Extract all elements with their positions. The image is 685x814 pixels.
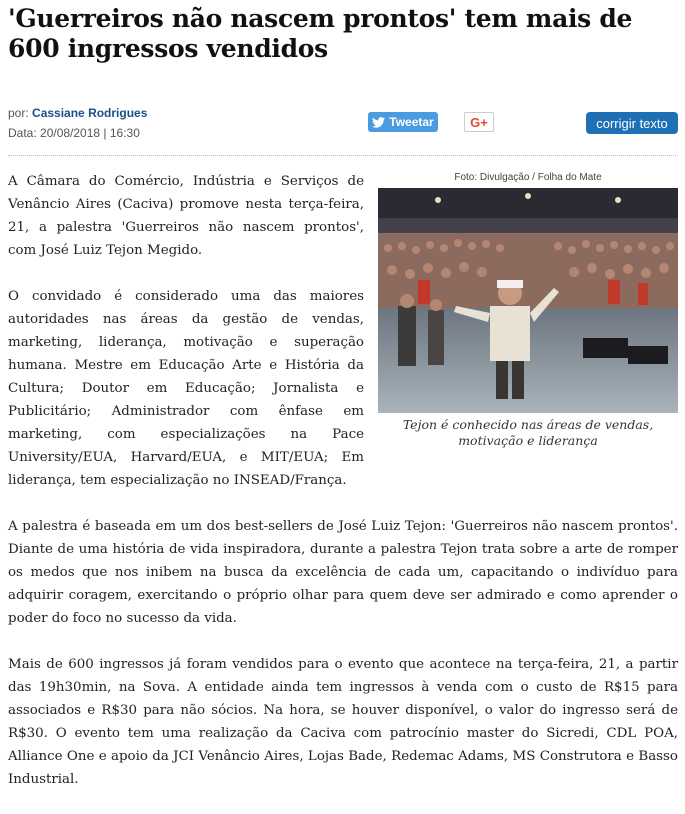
author-link[interactable]: Cassiane Rodrigues [32, 106, 148, 120]
tweet-button[interactable] [368, 112, 438, 132]
paragraph: O convidado é considerado uma das maiores autoridades nas áreas da gestão de vendas, marketing, liderança, motivação e superação humana. Mestre em Educação Arte e História da Cultura; Doutor em Educação; Jornalista e Publicitário; Administrador com ênfase em marketing, com especializações na Pace University/EUA, Harvard/EUA, e MIT/EUA; Em liderança, tem especialização no INSEAD/França. [8, 289, 364, 488]
byline [8, 103, 147, 123]
paragraph: Mais de 600 ingressos já foram vendidos para o evento que acontece na terça-feira, 21, a partir das 19h30min, na Sova. A entidade ainda tem ingressos à venda com o custo de R$15 para associados e R$30 para não sócios. Na hora, se houver disponível, o valor do ingresso será de R$30. O evento tem uma realização da Caciva com patrocínio master do Sicredi, CDL POA, Alliance One e apoio da JCI Venâncio Aires, Lojas Bade, Redemac Adams, MS Construtora e Basso Industrial. [8, 657, 678, 787]
article-body [8, 170, 678, 814]
corrigir-texto-button[interactable]: corrigir texto [586, 112, 678, 134]
tweet-label: Tweetar [389, 115, 434, 129]
google-plus-button[interactable] [464, 112, 494, 132]
photo-caption: Tejon é conhecido nas áreas de vendas, motivação e liderança [402, 417, 654, 448]
article-figure [378, 170, 678, 449]
article-title: 'Guerreiros não nascem prontos' tem mais de 600 ingressos vendidos [8, 4, 633, 63]
paragraph: A palestra é baseada em um dos best-sellers de José Luiz Tejon: 'Guerreiros não nascem prontos'. Diante de uma história de vida inspiradora, durante a palestra Tejon trata sobre a arte de romper os medos que nos inibem na busca da excelência de cada um, capacitando o indivíduo para adquirir coragem, exercitando o próprio olhar para quem deve ser admirado e como aprender o poder do foco no sucesso da vida. [8, 519, 678, 626]
article-photo [378, 188, 678, 413]
article-meta [8, 103, 147, 143]
byline-prefix: por: [8, 106, 29, 120]
google-plus-icon: G+ [470, 114, 488, 130]
photo-credit: Foto: Divulgação / Folha do Mate [454, 172, 602, 183]
twitter-icon [372, 117, 385, 128]
header-divider [8, 155, 678, 156]
paragraph: A Câmara do Comércio, Indústria e Serviços de Venâncio Aires (Caciva) promove nesta terça-feira, 21, a palestra 'Guerreiros não nascem prontos', com José Luiz Tejon Megido. [8, 174, 364, 258]
publish-date: Data: 20/08/2018 | 16:30 [8, 126, 140, 140]
